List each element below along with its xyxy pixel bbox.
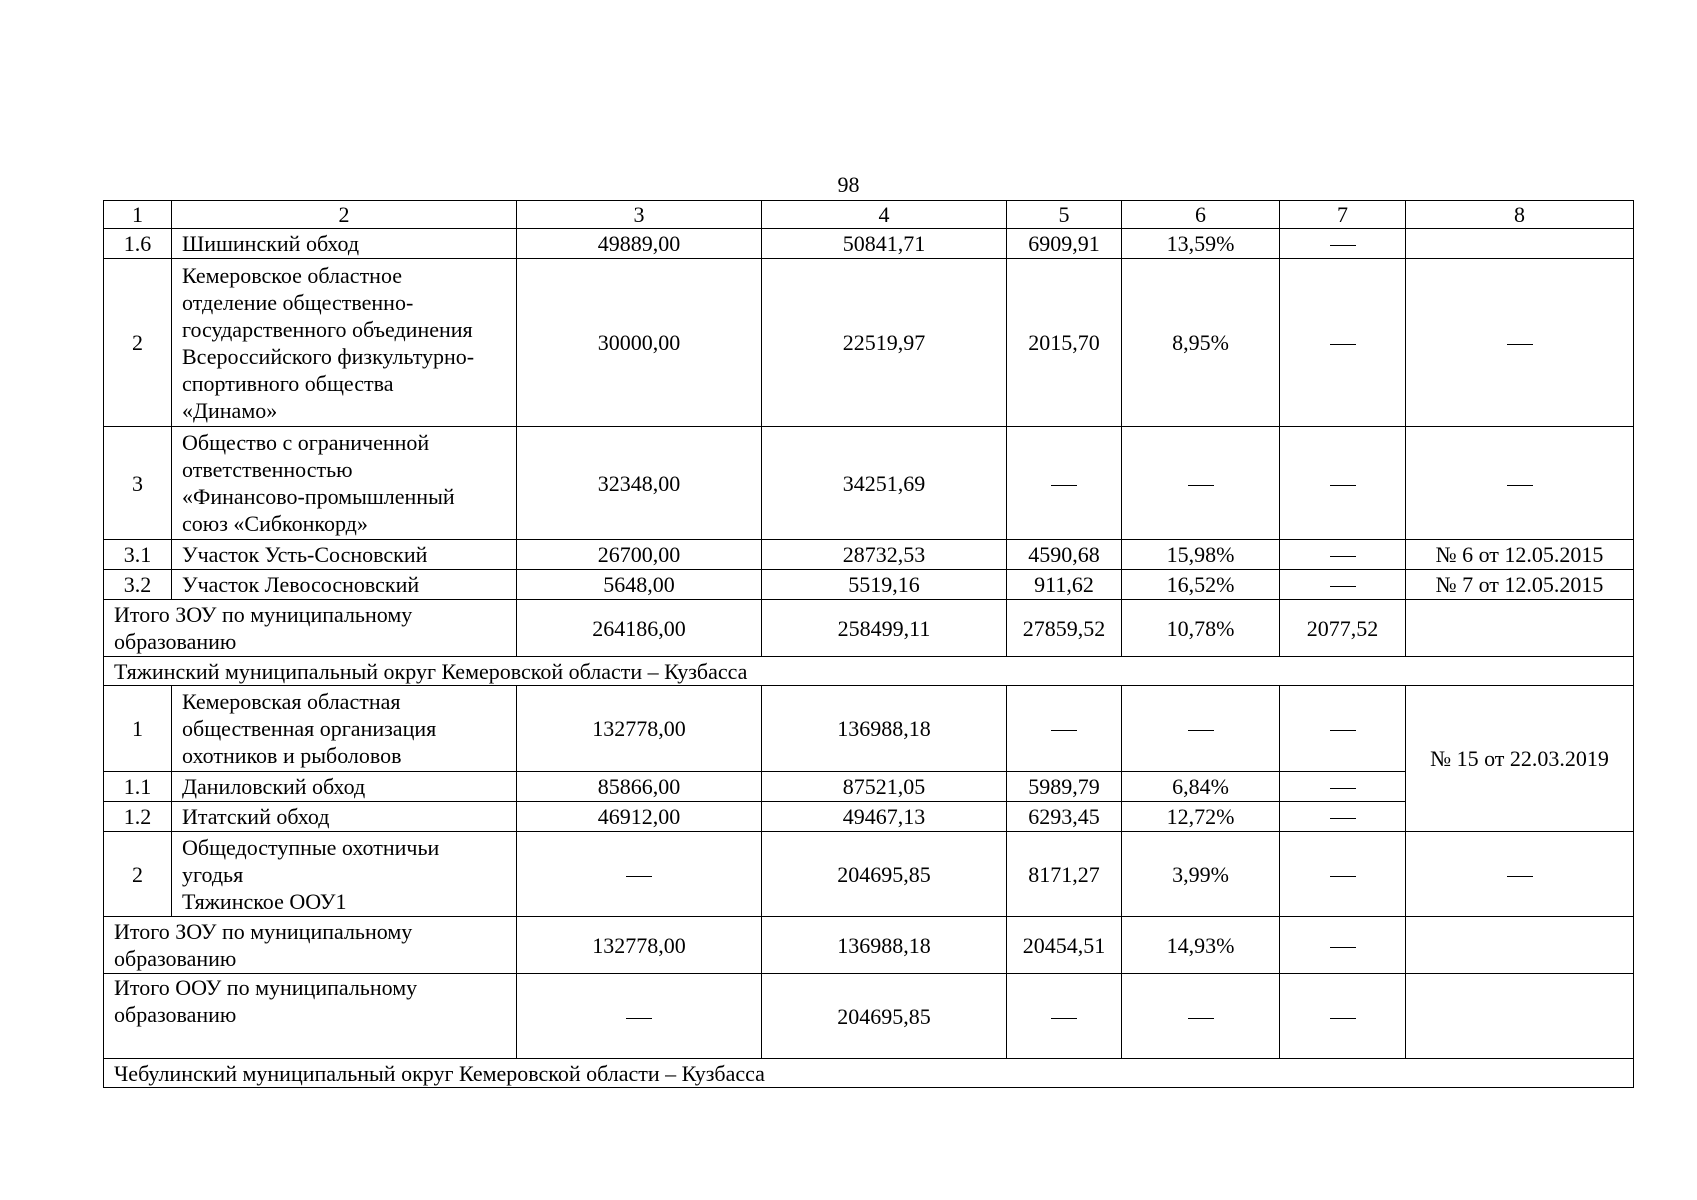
cell-col4: 49467,13 [762,802,1007,832]
cell-col5: 20454,51 [1007,917,1122,974]
page-number: 98 [837,172,860,197]
cell-col5: 5989,79 [1007,772,1122,802]
row-name: Участок Усть-Сосновский [172,540,517,570]
section-row [104,1059,1634,1088]
table-header-row [104,201,1634,229]
cell-col6 [1122,427,1280,540]
dash-mark [1330,876,1356,877]
dash-mark [1188,730,1214,731]
cell-col8 [1406,832,1634,917]
cell-col3: 132778,00 [517,917,762,974]
cell-col7: 2077,52 [1280,600,1406,657]
cell-col5: 8171,27 [1007,832,1122,917]
dash-mark [1330,586,1356,587]
dash-mark [1330,730,1356,731]
row-number: 3.2 [104,570,172,600]
cell-col3 [517,974,762,1059]
table-row [104,802,1634,832]
cell-col6: 15,98% [1122,540,1280,570]
row-number: 1 [104,686,172,772]
cell-col8 [1406,974,1634,1059]
cell-col8 [1406,229,1634,259]
cell-col4: 258499,11 [762,600,1007,657]
data-table [103,200,1634,1088]
section-row [104,657,1634,686]
dash-mark [1330,788,1356,789]
total-label: Итого ООУ по муниципальному образованию [104,974,517,1059]
total-label: Итого ЗОУ по муниципальному образованию [104,600,517,657]
total-row [104,917,1634,974]
dash-mark [1188,1018,1214,1019]
row-number: 1.2 [104,802,172,832]
cell-col6: 6,84% [1122,772,1280,802]
dash-mark [1507,876,1533,877]
cell-col4: 50841,71 [762,229,1007,259]
cell-col8 [1406,259,1634,427]
dash-mark [1507,344,1533,345]
row-number: 2 [104,832,172,917]
row-name: Участок Левососновский [172,570,517,600]
row-name: Шишинский обход [172,229,517,259]
cell-col5: 6293,45 [1007,802,1122,832]
table-row [104,686,1634,772]
row-number: 2 [104,259,172,427]
cell-col4: 204695,85 [762,832,1007,917]
cell-col5 [1007,974,1122,1059]
cell-col4: 136988,18 [762,917,1007,974]
cell-col3: 26700,00 [517,540,762,570]
cell-col6 [1122,974,1280,1059]
total-label: Итого ЗОУ по муниципальному образованию [104,917,517,974]
dash-mark [1330,485,1356,486]
cell-col5: 4590,68 [1007,540,1122,570]
cell-col8 [1406,917,1634,974]
cell-col3: 30000,00 [517,259,762,427]
table-row [104,832,1634,917]
table-row [104,540,1634,570]
cell-col7 [1280,832,1406,917]
cell-col6: 16,52% [1122,570,1280,600]
dash-mark [1330,344,1356,345]
dash-mark [626,1018,652,1019]
row-name: Даниловский обход [172,772,517,802]
cell-col6: 12,72% [1122,802,1280,832]
cell-col7 [1280,259,1406,427]
table-row [104,229,1634,259]
row-number: 3 [104,427,172,540]
cell-col7 [1280,540,1406,570]
cell-col6: 14,93% [1122,917,1280,974]
header-cell: 3 [517,201,762,229]
cell-col3: 32348,00 [517,427,762,540]
cell-col3: 5648,00 [517,570,762,600]
cell-col5 [1007,427,1122,540]
cell-col6 [1122,686,1280,772]
header-cell: 5 [1007,201,1122,229]
cell-col4: 136988,18 [762,686,1007,772]
cell-col7 [1280,802,1406,832]
header-cell: 1 [104,201,172,229]
cell-col3: 264186,00 [517,600,762,657]
row-name: Общество с ограниченной ответственностью «Финансово-промышленный союз «Сибконкорд» [172,427,517,540]
cell-col8 [1406,600,1634,657]
section-title: Чебулинский муниципальный округ Кемеровской области – Кузбасса [104,1059,1634,1088]
table-row [104,259,1634,427]
header-cell: 2 [172,201,517,229]
header-cell: 6 [1122,201,1280,229]
dash-mark [1330,947,1356,948]
cell-col7 [1280,686,1406,772]
section-title: Тяжинский муниципальный округ Кемеровской области – Кузбасса [104,657,1634,686]
cell-col4: 22519,97 [762,259,1007,427]
cell-col8 [1406,427,1634,540]
total-row [104,600,1634,657]
cell-col6: 10,78% [1122,600,1280,657]
cell-col6: 8,95% [1122,259,1280,427]
dash-mark [1051,485,1077,486]
cell-col4: 204695,85 [762,974,1007,1059]
row-number: 3.1 [104,540,172,570]
cell-col7 [1280,229,1406,259]
cell-col5: 2015,70 [1007,259,1122,427]
cell-col3 [517,832,762,917]
cell-col7 [1280,917,1406,974]
row-number: 1.6 [104,229,172,259]
row-name: Общедоступные охотничьи угодья Тяжинское ООУ1 [172,832,517,917]
cell-col8-merged: № 15 от 22.03.2019 [1406,686,1634,832]
cell-col8: № 6 от 12.05.2015 [1406,540,1634,570]
cell-col5: 27859,52 [1007,600,1122,657]
table-row [104,570,1634,600]
dash-mark [1330,245,1356,246]
row-name: Кемеровская областная общественная организация охотников и рыболовов [172,686,517,772]
cell-col6: 3,99% [1122,832,1280,917]
cell-col7 [1280,570,1406,600]
cell-col4: 5519,16 [762,570,1007,600]
cell-col3: 132778,00 [517,686,762,772]
cell-col4: 87521,05 [762,772,1007,802]
dash-mark [1051,730,1077,731]
header-cell: 7 [1280,201,1406,229]
dash-mark [1507,485,1533,486]
dash-mark [1330,1018,1356,1019]
header-cell: 8 [1406,201,1634,229]
dash-mark [1330,556,1356,557]
cell-col5: 911,62 [1007,570,1122,600]
table-row [104,427,1634,540]
row-number: 1.1 [104,772,172,802]
cell-col7 [1280,427,1406,540]
cell-col5 [1007,686,1122,772]
cell-col5: 6909,91 [1007,229,1122,259]
cell-col4: 34251,69 [762,427,1007,540]
dash-mark [1051,1018,1077,1019]
cell-col7 [1280,974,1406,1059]
cell-col4: 28732,53 [762,540,1007,570]
table-row [104,772,1634,802]
dash-mark [1330,818,1356,819]
header-cell: 4 [762,201,1007,229]
cell-col3: 85866,00 [517,772,762,802]
dash-mark [626,876,652,877]
row-name: Итатский обход [172,802,517,832]
total-row [104,974,1634,1059]
cell-col8: № 7 от 12.05.2015 [1406,570,1634,600]
cell-col7 [1280,772,1406,802]
row-name: Кемеровское областное отделение общественно- государственного объединения Всероссийского физкультурно- спортивного общества «Динамо» [172,259,517,427]
cell-col6: 13,59% [1122,229,1280,259]
cell-col3: 49889,00 [517,229,762,259]
dash-mark [1188,485,1214,486]
cell-col3: 46912,00 [517,802,762,832]
